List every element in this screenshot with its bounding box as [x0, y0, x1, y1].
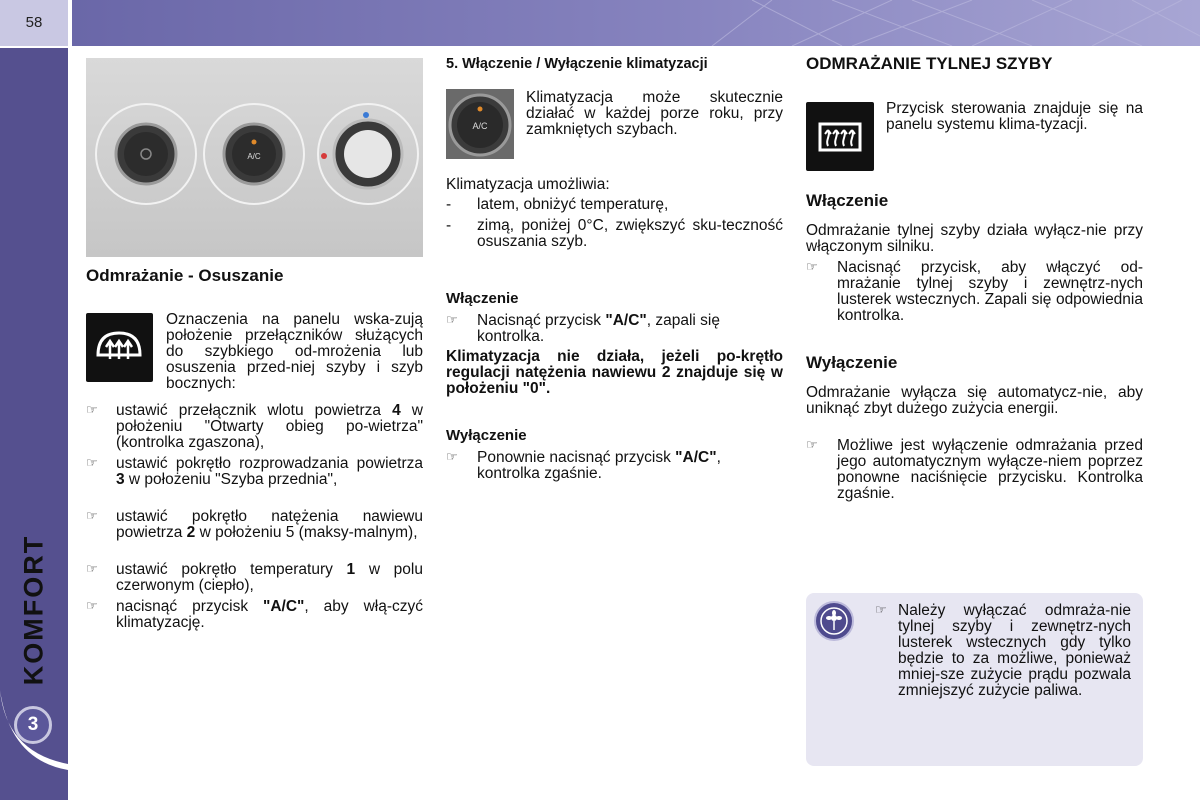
pointing-hand-icon: ☞ — [446, 449, 458, 464]
list-item: latem, obniżyć temperaturę, — [477, 196, 669, 213]
ac-on-title: Włączenie — [446, 290, 519, 307]
ac-button-icon — [446, 89, 514, 159]
ac-allows-text: Klimatyzacja umożliwia: — [446, 176, 610, 193]
rear-off-text: Odmrażanie wyłącza się automatycz-nie, aby uniknąć zbyt dużego zużycia energii. — [806, 384, 1143, 417]
svg-text:A/C: A/C — [247, 152, 261, 161]
dash-bullet: - — [446, 217, 452, 234]
pointing-hand-icon: ☞ — [86, 402, 98, 417]
pointing-hand-icon: ☞ — [86, 508, 98, 523]
list-item: ustawić pokrętło natężenia nawiewu powietrza 2 w położeniu 5 (maksy-malnym), — [116, 508, 423, 541]
chapter-badge: 3 — [14, 706, 52, 744]
list-item: nacisnąć przycisk "A/C", aby włą-czyć klimatyzację. — [116, 598, 423, 631]
pointing-hand-icon: ☞ — [86, 455, 98, 470]
rear-defrost-icon — [806, 102, 874, 171]
list-item: Ponownie nacisnąć przycisk "A/C", kontrolka zgaśnie. — [477, 449, 721, 482]
pointing-hand-icon: ☞ — [446, 312, 458, 327]
pointing-hand-icon: ☞ — [86, 561, 98, 576]
pointing-hand-icon: ☞ — [86, 598, 98, 613]
page-number: 58 — [25, 14, 43, 31]
fan-knob-icon — [204, 104, 304, 204]
list-item: Nacisnąć przycisk "A/C", zapali się kontrolka. — [477, 312, 720, 345]
pointing-hand-icon: ☞ — [806, 437, 818, 452]
defrost-intro: Oznaczenia na panelu wska-zują położenie przełączników służących do szybkiego od-mrożenia lub osuszenia przed-niej szyby i szyb bocznych: — [166, 311, 423, 392]
pointing-hand-icon: ☞ — [806, 259, 818, 274]
ac-off-title: Wyłączenie — [446, 427, 527, 444]
eco-note-text: Należy wyłączać odmraża-nie tylnej szyby i zewnętrz-nych lusterek wstecznych gdy tylko będzie to za możliwe, ponieważ mniej-sze zużycie prądu pozwala zmniejszyć zużycie paliwa. — [898, 602, 1131, 699]
list-item: ustawić pokrętło rozprowadzania powietrza 3 w położeniu "Szyba przednia", — [116, 455, 423, 488]
rear-on-text: Odmrażanie tylnej szyby działa wyłącz-nie przy włączonym silniku. — [806, 222, 1143, 255]
list-item: zimą, poniżej 0°C, zwiększyć sku-teczność osuszania szyb. — [477, 217, 783, 250]
chapter-sidebar — [0, 48, 68, 800]
section-label: KOMFORT — [18, 534, 49, 686]
list-item: ustawić pokrętło temperatury 1 w polu czerwonym (ciepło), — [116, 561, 423, 594]
header-band — [72, 0, 1200, 46]
header-pattern — [72, 0, 1200, 46]
distribution-knob-icon — [318, 104, 418, 204]
ac-section-title: 5. Włączenie / Wyłączenie klimatyzacji — [446, 56, 708, 72]
defrost-demist-title: Odmrażanie - Osuszanie — [86, 266, 284, 285]
list-item: Nacisnąć przycisk, aby włączyć od-mrażanie tylnej szyby i zewnętrz-nych lusterek wstecznych. Zapali się odpowiednia kontrolka. — [837, 259, 1143, 324]
eco-tip-icon — [814, 601, 854, 641]
temperature-knob-icon — [96, 104, 196, 204]
list-item: ustawić przełącznik wlotu powietrza 4 w położeniu "Otwarty obieg po-wietrza" (kontrolka zgaszona), — [116, 402, 423, 451]
rear-defrost-intro: Przycisk sterowania znajduje się na panelu systemu klima-tyzacji. — [886, 100, 1143, 133]
ac-warning: Klimatyzacja nie działa, jeżeli po-krętło regulacji natężenia nawiewu 2 znajduje się w położeniu "0". — [446, 348, 783, 397]
ac-intro: Klimatyzacja może skutecznie działać w każdej porze roku, przy zamkniętych szybach. — [526, 89, 783, 138]
page-number-box — [0, 0, 68, 46]
dash-bullet: - — [446, 196, 452, 213]
front-defrost-icon — [86, 313, 153, 382]
rear-on-title: Włączenie — [806, 191, 889, 210]
pointing-hand-icon: ☞ — [875, 602, 887, 617]
svg-text:A/C: A/C — [472, 121, 488, 131]
rear-defrost-title: ODMRAŻANIE TYLNEJ SZYBY — [806, 54, 1053, 73]
rear-off-title: Wyłączenie — [806, 353, 898, 372]
list-item: Możliwe jest wyłączenie odmrażania przed jego automatycznym wyłącze-niem poprzez ponowne naciśnięcie przycisku. Kontrolka zgaśnie. — [837, 437, 1143, 502]
climate-panel-photo — [86, 58, 423, 257]
